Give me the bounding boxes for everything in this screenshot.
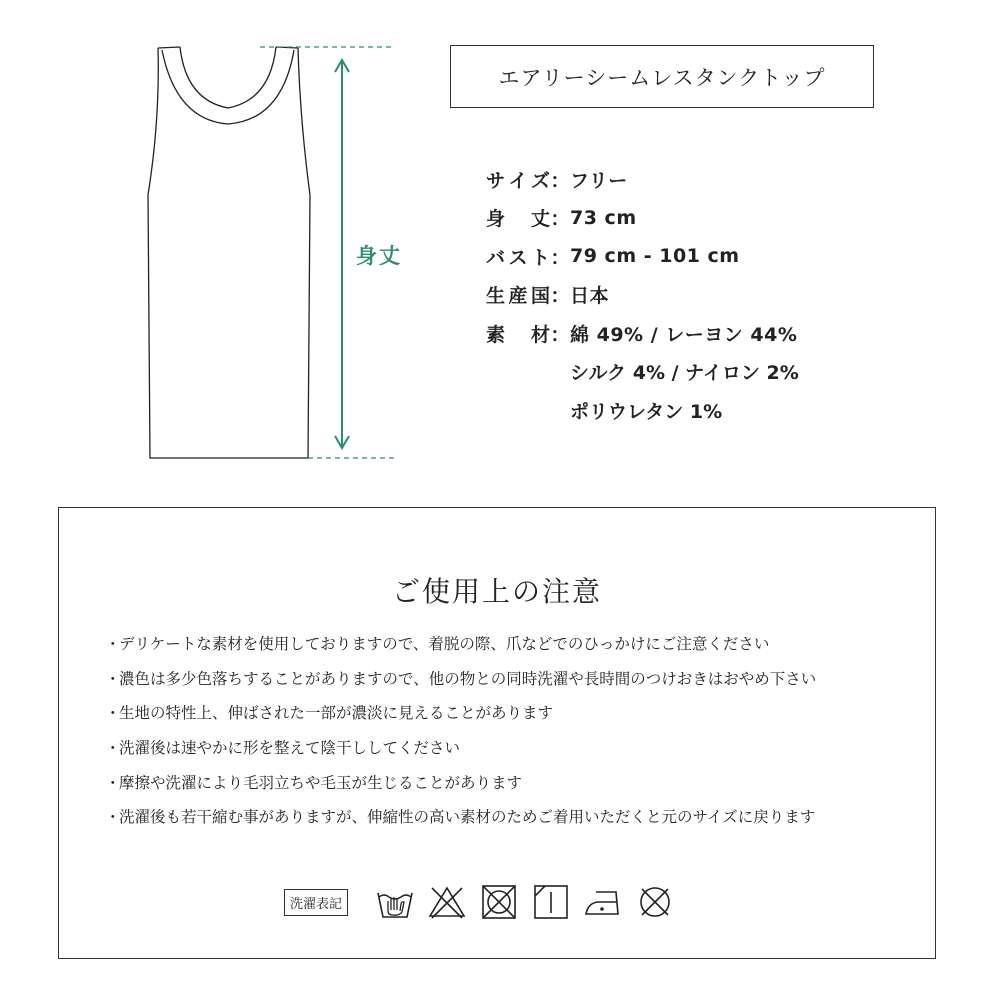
caution-text: 洗濯後は速やかに形を整えて陰干ししてください: [119, 739, 461, 758]
caution-panel: [58, 507, 936, 959]
spec-colon: ：: [550, 246, 570, 269]
bullet: ・: [105, 635, 121, 654]
caution-item: [105, 799, 895, 834]
bullet: ・: [105, 669, 121, 688]
no-tumble-dry-icon: [478, 882, 520, 922]
caution-text: 濃色は多少色落ちすることがありますので、他の物との同時洗濯や長時間のつけおきはおやめ下さい: [119, 669, 817, 688]
bullet: ・: [105, 739, 121, 758]
spec-colon: ：: [550, 323, 570, 346]
hand-wash-icon: [374, 882, 416, 922]
material-continued-line: シルク 4% / ナイロン 2%: [570, 362, 799, 385]
spec-key-origin: 生 産 国: [486, 285, 550, 308]
caution-item: [105, 730, 895, 765]
spec-row-material: [486, 314, 906, 353]
spec-row-length: [486, 199, 906, 238]
caution-text: 生地の特性上、伸ばされた一部が濃淡に見えることがあります: [119, 704, 554, 723]
iron-low-icon: [582, 882, 624, 922]
caution-item: [105, 626, 895, 661]
bullet: ・: [105, 773, 121, 792]
spec-row-origin: [486, 276, 906, 315]
caution-item: [105, 661, 895, 696]
no-bleach-icon: [426, 882, 468, 922]
spec-key-bust: バ ス ト: [486, 246, 550, 269]
length-measure-label: 身丈: [356, 244, 402, 268]
spec-colon: ：: [550, 169, 570, 192]
spec-row-bust: [486, 237, 906, 276]
product-title: エアリーシームレスタンクトップ: [450, 45, 874, 108]
spec-value-length: 73 cm: [570, 206, 637, 229]
spec-list: [486, 160, 906, 430]
spec-row-size: [486, 160, 906, 199]
spec-key-length: 身 丈: [486, 208, 550, 231]
caution-item: [105, 764, 895, 799]
spec-colon: ：: [550, 208, 570, 231]
caution-list: [105, 626, 895, 834]
garment-diagram: [0, 0, 440, 480]
spec-key-material: 素 材: [486, 323, 550, 346]
bullet: ・: [105, 808, 121, 827]
care-label: 洗濯表記: [284, 889, 348, 916]
material-continued-line: ポリウレタン 1%: [570, 400, 723, 423]
spec-key-size: サ イ ズ: [486, 169, 550, 192]
caution-item: [105, 695, 895, 730]
spec-value-size: フリー: [570, 169, 628, 192]
line-dry-shade-icon: [530, 882, 572, 922]
no-dry-clean-icon: [634, 882, 676, 922]
bullet: ・: [105, 704, 121, 723]
caution-text: デリケートな素材を使用しておりますので、着脱の際、爪などでのひっかけにご注意ください: [119, 635, 770, 654]
caution-title: ご使用上の注意: [391, 575, 602, 608]
spec-value-bust: 79 cm - 101 cm: [570, 245, 740, 268]
care-symbols-row: [284, 881, 686, 923]
spec-value-material: 綿 49% / レーヨン 44%: [570, 323, 798, 346]
spec-colon: ：: [550, 285, 570, 308]
caution-text: 摩擦や洗濯により毛羽立ちや毛玉が生じることがあります: [119, 773, 523, 792]
spec-value-origin: 日本: [570, 285, 610, 308]
caution-text: 洗濯後も若干縮む事がありますが、伸縮性の高い素材のためご着用いただくと元のサイズに戻ります: [119, 808, 816, 827]
